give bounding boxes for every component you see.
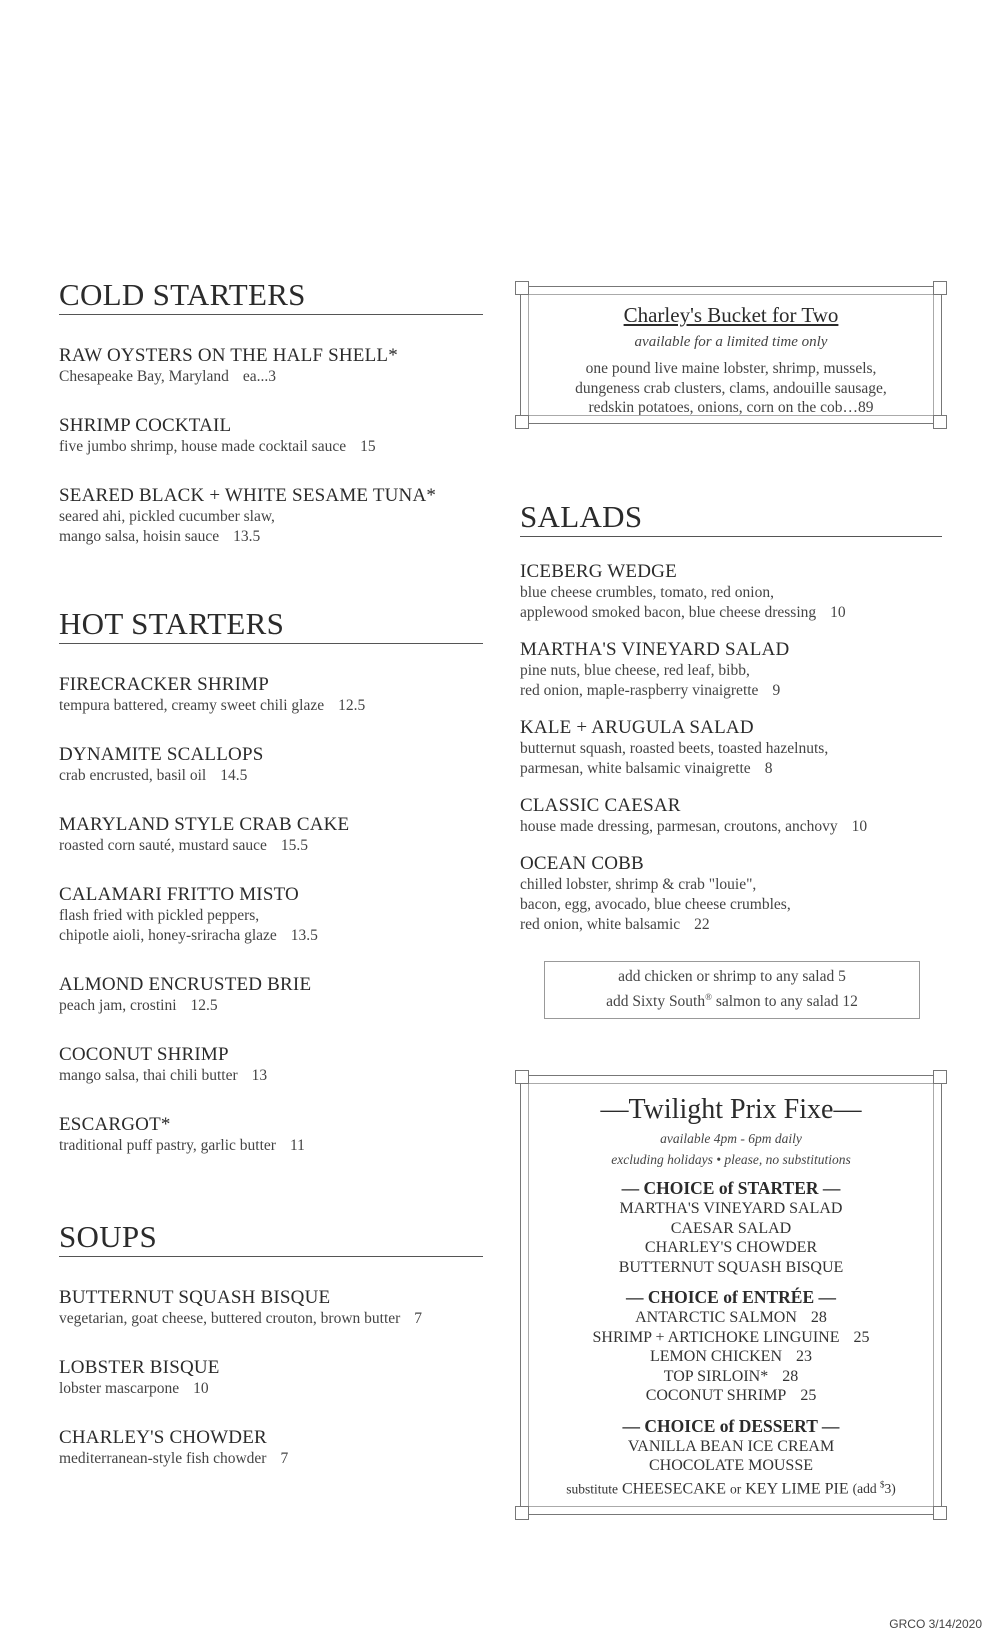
item-price: 14.5	[220, 767, 248, 784]
section-title-hot-starters: HOT STARTERS	[59, 607, 483, 644]
menu-item	[59, 1287, 483, 1329]
prix-starter: CAESAR SALAD	[670, 1219, 792, 1237]
item-name: KALE + ARUGULA SALAD	[520, 717, 754, 738]
item-desc: applewood smoked bacon, blue cheese dressing 10	[520, 604, 846, 621]
prix-entree: COCONUT SHRIMP 25	[645, 1387, 817, 1405]
dessert-heading: — CHOICE of DESSERT —	[622, 1415, 840, 1436]
item-name: BUTTERNUT SQUASH BISQUE	[59, 1287, 331, 1308]
item-price: 13	[251, 1067, 268, 1084]
item-price: 12.5	[190, 997, 218, 1014]
prix-starter: MARTHA'S VINEYARD SALAD	[619, 1200, 843, 1218]
item-price: 10	[851, 818, 868, 835]
section-title-salads: SALADS	[520, 500, 942, 537]
bucket-line: redskin potatoes, onions, corn on the cob…89	[588, 399, 874, 416]
entree-heading: — CHOICE of ENTRÉE —	[625, 1287, 837, 1308]
item-name: DYNAMITE SCALLOPS	[59, 744, 264, 765]
menu-item	[59, 1357, 483, 1399]
prix-fixe-box	[520, 1075, 942, 1515]
item-name: ESCARGOT*	[59, 1114, 171, 1135]
item-price: 15	[360, 438, 376, 455]
bucket-line: one pound live maine lobster, shrimp, mussels,	[585, 360, 877, 377]
prix-dessert: CHOCOLATE MOUSSE	[648, 1457, 813, 1475]
section-title-cold-starters: COLD STARTERS	[59, 278, 483, 315]
corner-ornament	[933, 281, 947, 295]
item-desc: vegetarian, goat cheese, buttered crouton, brown butter 7	[59, 1310, 423, 1327]
bucket-box	[520, 286, 942, 424]
prix-entree: ANTARCTIC SALMON 28	[635, 1309, 827, 1327]
menu-item	[59, 415, 483, 457]
corner-ornament	[933, 415, 947, 429]
starter-heading: — CHOICE of STARTER —	[621, 1178, 841, 1199]
menu-item	[59, 884, 483, 946]
item-price: 11	[289, 1137, 305, 1154]
item-price: 8	[764, 760, 773, 777]
soups-section	[59, 1220, 483, 1469]
item-desc: peach jam, crostini 12.5	[59, 997, 218, 1014]
item-desc: red onion, white balsamic 22	[520, 916, 710, 933]
item-name: CLASSIC CAESAR	[520, 795, 681, 816]
prix-starter: CHARLEY'S CHOWDER	[644, 1239, 818, 1257]
corner-ornament	[515, 1506, 529, 1520]
item-name: CHARLEY'S CHOWDER	[59, 1427, 267, 1448]
menu-item	[59, 485, 483, 547]
footer-code: GRCO 3/14/2020	[889, 1617, 982, 1631]
item-name: LOBSTER BISQUE	[59, 1357, 220, 1378]
bucket-description	[521, 359, 941, 418]
menu-item	[59, 674, 483, 716]
item-price: 13.5	[290, 927, 318, 944]
menu-item	[59, 744, 483, 786]
prix-substitute: substitute CHEESECAKE or KEY LIME PIE (add $3)	[566, 1479, 896, 1498]
prix-starter: BUTTERNUT SQUASH BISQUE	[618, 1258, 844, 1276]
item-price: 7	[280, 1450, 289, 1467]
corner-ornament	[933, 1070, 947, 1084]
item-desc: Chesapeake Bay, Maryland ea...3	[59, 368, 277, 385]
corner-ornament	[515, 281, 529, 295]
item-desc: bacon, egg, avocado, blue cheese crumbles,	[520, 896, 791, 913]
item-desc: chipotle aioli, honey-sriracha glaze 13.5	[59, 927, 318, 944]
salad-addons-box	[544, 961, 920, 1019]
menu-item	[59, 1114, 483, 1156]
corner-ornament	[933, 1506, 947, 1520]
item-desc: tempura battered, creamy sweet chili glaze 12.5	[59, 697, 366, 714]
item-name: MARYLAND STYLE CRAB CAKE	[59, 814, 350, 835]
item-desc: red onion, maple-raspberry vinaigrette 9	[520, 682, 781, 699]
menu-item	[520, 717, 942, 779]
prix-fixe-sub: available 4pm - 6pm daily	[660, 1131, 802, 1147]
corner-ornament	[515, 1070, 529, 1084]
item-price: 9	[772, 682, 781, 699]
menu-item	[520, 561, 942, 623]
item-desc: mediterranean-style fish chowder 7	[59, 1450, 289, 1467]
item-name: CALAMARI FRITTO MISTO	[59, 884, 299, 905]
menu-item	[520, 639, 942, 701]
item-name: MARTHA'S VINEYARD SALAD	[520, 639, 790, 660]
item-name: SEARED BLACK + WHITE SESAME TUNA*	[59, 485, 437, 506]
menu-item	[59, 345, 483, 387]
item-desc: five jumbo shrimp, house made cocktail sauce 15	[59, 438, 376, 455]
item-price: 13.5	[233, 528, 261, 545]
menu-item	[59, 814, 483, 856]
bucket-title: Charley's Bucket for Two	[623, 303, 839, 327]
addon-line: add chicken or shrimp to any salad 5	[618, 968, 846, 985]
addon-line: add Sixty South® salmon to any salad 12	[606, 992, 858, 1011]
item-name: ICEBERG WEDGE	[520, 561, 677, 582]
menu-item	[59, 1427, 483, 1469]
item-desc: butternut squash, roasted beets, toasted hazelnuts,	[520, 740, 829, 757]
bucket-subtitle: available for a limited time only	[634, 334, 828, 350]
item-desc: seared ahi, pickled cucumber slaw,	[59, 508, 275, 525]
right-column	[520, 286, 942, 1515]
corner-ornament	[515, 415, 529, 429]
item-price: ea...3	[242, 368, 277, 385]
menu-item	[520, 853, 942, 935]
item-desc: traditional puff pastry, garlic butter 11	[59, 1137, 305, 1154]
item-name: OCEAN COBB	[520, 853, 644, 874]
item-price: 7	[414, 1310, 423, 1327]
item-price: 15.5	[280, 837, 309, 854]
left-column	[59, 278, 483, 1497]
item-desc: flash fried with pickled peppers,	[59, 907, 260, 924]
menu-item	[520, 795, 942, 837]
menu-item	[59, 1044, 483, 1086]
item-name: RAW OYSTERS ON THE HALF SHELL*	[59, 345, 398, 366]
cold-starters-section	[59, 278, 483, 547]
item-desc: pine nuts, blue cheese, red leaf, bibb,	[520, 662, 750, 679]
salads-section	[520, 500, 942, 1019]
item-price: 10	[830, 604, 846, 621]
item-price: 10	[193, 1380, 209, 1397]
item-desc: roasted corn sauté, mustard sauce 15.5	[59, 837, 309, 854]
bucket-line: dungeness crab clusters, clams, andouille sausage,	[575, 379, 887, 397]
item-desc: mango salsa, thai chili butter 13	[59, 1067, 268, 1084]
item-name: FIRECRACKER SHRIMP	[59, 674, 270, 695]
item-desc: mango salsa, hoisin sauce 13.5	[59, 528, 261, 545]
prix-entree: SHRIMP + ARTICHOKE LINGUINE 25	[592, 1328, 870, 1346]
prix-entree: TOP SIRLOIN* 28	[663, 1367, 799, 1385]
item-desc: blue cheese crumbles, tomato, red onion,	[520, 584, 774, 601]
menu-item	[59, 974, 483, 1016]
item-price: 22	[694, 916, 710, 933]
prix-fixe-sub: excluding holidays • please, no substitutions	[611, 1152, 851, 1168]
item-desc: lobster mascarpone 10	[59, 1380, 209, 1397]
item-desc: crab encrusted, basil oil 14.5	[59, 767, 248, 784]
item-desc: house made dressing, parmesan, croutons, anchovy 10	[520, 818, 868, 835]
item-name: SHRIMP COCKTAIL	[59, 415, 232, 436]
item-price: 12.5	[338, 697, 366, 714]
prix-fixe-title: —Twilight Prix Fixe—	[600, 1094, 862, 1126]
prix-dessert: VANILLA BEAN ICE CREAM	[627, 1437, 835, 1455]
item-desc: parmesan, white balsamic vinaigrette 8	[520, 760, 773, 777]
section-title-soups: SOUPS	[59, 1220, 483, 1257]
item-desc: chilled lobster, shrimp & crab "louie",	[520, 876, 757, 893]
prix-entree: LEMON CHICKEN 23	[650, 1348, 812, 1366]
item-name: ALMOND ENCRUSTED BRIE	[59, 974, 312, 995]
hot-starters-section	[59, 607, 483, 1156]
item-name: COCONUT SHRIMP	[59, 1044, 229, 1065]
